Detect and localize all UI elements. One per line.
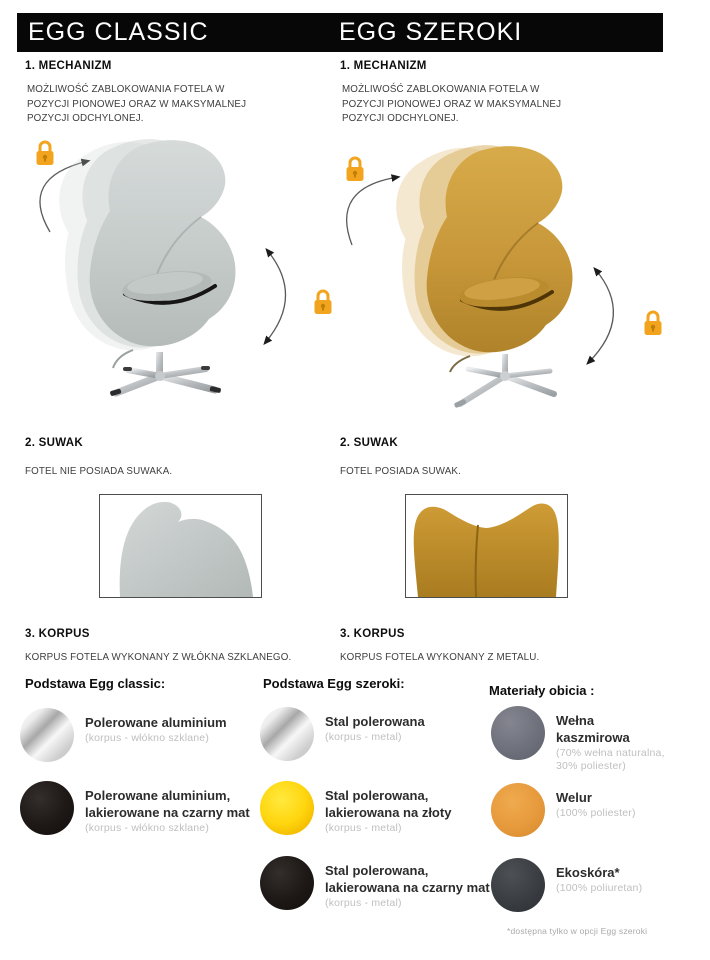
option-detail: (100% poliuretan) <box>556 882 643 894</box>
base-option <box>260 781 497 835</box>
option-name: Stal polerowana <box>325 714 425 729</box>
egg-classic-chair-illustration <box>10 128 340 423</box>
lock-icon <box>37 142 54 165</box>
black-swatch <box>20 781 74 835</box>
base-option <box>260 707 497 761</box>
silver-swatch <box>20 708 74 762</box>
option-name: Polerowane aluminium, lakierowane na czarny mat <box>85 788 250 820</box>
recline-arrow-right <box>588 269 613 363</box>
chair-body <box>363 131 572 408</box>
recline-arrow-right <box>265 250 286 343</box>
option-name: Ekoskóra* <box>556 865 620 880</box>
material-option <box>491 706 674 773</box>
lock-icon <box>645 312 662 335</box>
recline-arrow-left <box>347 177 398 245</box>
ecoleather-swatch <box>491 858 545 912</box>
szeroki-title: EGG SZEROKI <box>339 18 523 46</box>
suwak-text-classic: FOTEL NIE POSIADA SUWAKA. <box>25 466 173 477</box>
silver-swatch <box>260 707 314 761</box>
option-detail: (korpus - metal) <box>325 897 402 909</box>
option-name: Stal polerowana, lakierowana na czarny mat <box>325 863 490 895</box>
classic-title: EGG CLASSIC <box>28 18 209 46</box>
szeroki-backrest-shape <box>406 495 567 597</box>
korpus-heading-szeroki: 3. KORPUS <box>340 628 405 640</box>
szeroki-backrest-photo <box>405 494 568 598</box>
materials-footnote: *dostępna tylko w opcji Egg szeroki <box>507 926 648 936</box>
wool-swatch <box>491 706 545 760</box>
base-option <box>20 708 257 762</box>
base-option <box>20 781 257 835</box>
option-detail: (100% poliester) <box>556 807 636 819</box>
option-detail: (70% wełna naturalna, 30% poliester) <box>556 747 665 772</box>
velour-swatch <box>491 783 545 837</box>
classic-base-title: Podstawa Egg classic: <box>25 676 166 691</box>
chair-body <box>26 128 235 396</box>
gold-swatch <box>260 781 314 835</box>
option-name: Polerowane aluminium <box>85 715 227 730</box>
header-bar <box>17 13 663 52</box>
korpus-heading-classic: 3. KORPUS <box>25 628 90 640</box>
option-name: Stal polerowana, lakierowana na złoty <box>325 788 452 820</box>
lock-icon <box>347 158 364 181</box>
base-option <box>260 856 497 910</box>
option-name: Wełna kaszmirowa <box>556 713 630 745</box>
option-detail: (korpus - włókno szklane) <box>85 822 210 834</box>
suwak-text-szeroki: FOTEL POSIADA SUWAK. <box>340 466 461 477</box>
option-detail: (korpus - metal) <box>325 731 402 743</box>
mechanizm-heading-classic: 1. MECHANIZM <box>25 60 112 72</box>
mechanizm-heading-szeroki: 1. MECHANIZM <box>340 60 427 72</box>
korpus-text-classic: KORPUS FOTELA WYKONANY Z WŁÓKNA SZKLANEGO. <box>25 652 292 663</box>
materials-title: Materiały obicia : <box>489 683 595 698</box>
classic-backrest-shape <box>100 495 261 597</box>
korpus-text-szeroki: KORPUS FOTELA WYKONANY Z METALU. <box>340 652 540 663</box>
szeroki-base-title: Podstawa Egg szeroki: <box>263 676 405 691</box>
mechanizm-text-classic: MOŻLIWOŚĆ ZABLOKOWANIA FOTELA W POZYCJI PIONOWEJ ORAZ W MAKSYMALNEJ POZYCJI ODCHYLONEJ. <box>27 84 247 124</box>
suwak-heading-classic: 2. SUWAK <box>25 437 83 449</box>
option-detail: (korpus - metal) <box>325 822 402 834</box>
suwak-heading-szeroki: 2. SUWAK <box>340 437 398 449</box>
classic-backrest-photo <box>99 494 262 598</box>
black-swatch <box>260 856 314 910</box>
lock-icon <box>315 291 332 314</box>
egg-szeroki-chair-illustration <box>330 128 700 423</box>
option-name: Welur <box>556 790 592 805</box>
material-option <box>491 783 674 837</box>
option-detail: (korpus - włókno szklane) <box>85 732 210 744</box>
material-option <box>491 858 674 912</box>
mechanizm-text-szeroki: MOŻLIWOŚĆ ZABLOKOWANIA FOTELA W POZYCJI PIONOWEJ ORAZ W MAKSYMALNEJ POZYCJI ODCHYLONEJ. <box>342 84 562 124</box>
